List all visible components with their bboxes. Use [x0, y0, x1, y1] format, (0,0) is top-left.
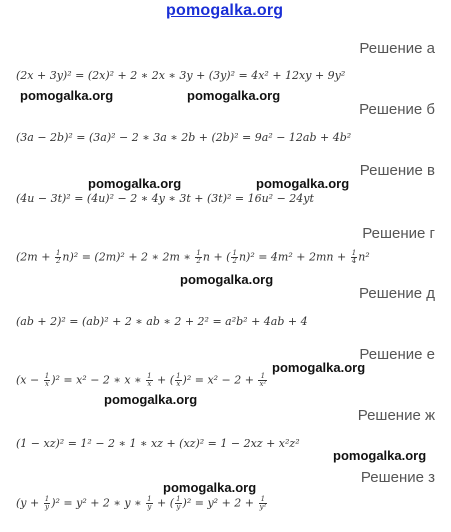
heading-z: Решение з: [360, 469, 435, 486]
heading-d: Решение д: [359, 285, 435, 302]
heading-zh: Решение ж: [357, 407, 435, 424]
fraction-quarter: [351, 250, 357, 265]
fraction-half: [195, 250, 201, 265]
watermark: pomogalka.org: [187, 88, 281, 103]
frac-den: y: [44, 503, 49, 511]
frac-num: 1: [147, 495, 152, 503]
equation-g-part: (2m +: [16, 250, 54, 264]
equation-z-part: + (: [153, 496, 175, 510]
frac-den: x: [147, 380, 152, 388]
frac-den: 4: [351, 257, 357, 265]
frac-den: x: [44, 380, 49, 388]
equation-a: (2x + 3y)² = (2x)² + 2 ∗ 2x ∗ 3y + (3y)² = 4x² + 12xy + 9y²: [16, 69, 346, 82]
frac-num: 1: [258, 373, 267, 381]
watermark: pomogalka.org: [272, 360, 366, 375]
watermark: pomogalka.org: [104, 392, 198, 407]
equation-e-part: )² = x² − 2 ∗ x ∗: [51, 373, 146, 387]
frac-den: 2: [232, 257, 237, 265]
equation-e-part: (x −: [16, 373, 43, 387]
heading-g: Решение г: [362, 225, 435, 242]
frac-num: 1: [44, 495, 50, 503]
frac-den: 2: [55, 257, 61, 265]
site-title-link[interactable]: pomogalka.org: [166, 2, 284, 19]
fraction-1-over-y: [146, 496, 152, 511]
equation-g: [16, 250, 370, 265]
fraction-1-over-y: [44, 496, 50, 511]
fraction-half: [55, 250, 61, 265]
fraction-1-over-x: [44, 373, 50, 388]
watermark: pomogalka.org: [333, 448, 427, 463]
equation-g-part: n²: [358, 250, 370, 264]
fraction-1-over-y: [175, 496, 181, 511]
watermark: pomogalka.org: [20, 88, 114, 103]
equation-z-part: (y +: [16, 496, 43, 510]
equation-v: (4u − 3t)² = (4u)² − 2 ∗ 4y ∗ 3t + (3t)² = 16u² − 24yt: [16, 192, 314, 205]
frac-den: x²: [259, 380, 267, 388]
frac-den: 2: [196, 257, 201, 265]
frac-num: 1: [232, 249, 237, 257]
equation-e-part: )² = x² − 2 +: [182, 373, 258, 387]
equation-z: [16, 496, 268, 511]
frac-num: 1: [259, 496, 268, 504]
fraction-1-over-x: [146, 373, 152, 388]
equation-d: (ab + 2)² = (ab)² + 2 ∗ ab ∗ 2 + 2² = a²b² + 4ab + 4: [16, 315, 308, 328]
equation-b: (3a − 2b)² = (3a)² − 2 ∗ 3a ∗ 2b + (2b)² = 9a² − 12ab + 4b²: [16, 131, 352, 144]
equation-e-part: + (: [153, 373, 175, 387]
frac-den: y²: [259, 503, 267, 511]
frac-den: x: [176, 380, 181, 388]
frac-den: y: [147, 503, 152, 511]
fraction-half: [231, 250, 237, 265]
watermark: pomogalka.org: [180, 272, 274, 287]
watermark: pomogalka.org: [256, 176, 350, 191]
equation-z-part: )² = y² + 2 +: [182, 496, 258, 510]
equation-g-part: n + (: [202, 250, 231, 264]
frac-den: y: [176, 503, 181, 511]
frac-num: 1: [176, 372, 181, 380]
heading-a: Решение а: [359, 40, 435, 57]
fraction-1-over-y2: [259, 496, 268, 511]
frac-num: 1: [351, 249, 357, 257]
frac-num: 1: [147, 372, 152, 380]
heading-b: Решение б: [359, 101, 435, 118]
frac-num: 1: [176, 495, 181, 503]
fraction-1-over-x: [175, 373, 181, 388]
equation-g-part: n)² = 4m² + 2mn +: [238, 250, 350, 264]
heading-v: Решение в: [359, 162, 435, 179]
equation-zh: (1 − xz)² = 1² − 2 ∗ 1 ∗ xz + (xz)² = 1 − 2xz + x²z²: [16, 437, 300, 450]
fraction-1-over-x2: [258, 373, 267, 388]
watermark: pomogalka.org: [163, 480, 257, 495]
frac-num: 1: [44, 372, 50, 380]
equation-g-part: n)² = (2m)² + 2 ∗ 2m ∗: [62, 250, 195, 264]
heading-e: Решение е: [359, 346, 435, 363]
frac-num: 1: [196, 249, 201, 257]
watermark: pomogalka.org: [88, 176, 182, 191]
frac-num: 1: [55, 249, 61, 257]
equation-z-part: )² = y² + 2 ∗ y ∗: [51, 496, 146, 510]
equation-e: [16, 373, 268, 388]
